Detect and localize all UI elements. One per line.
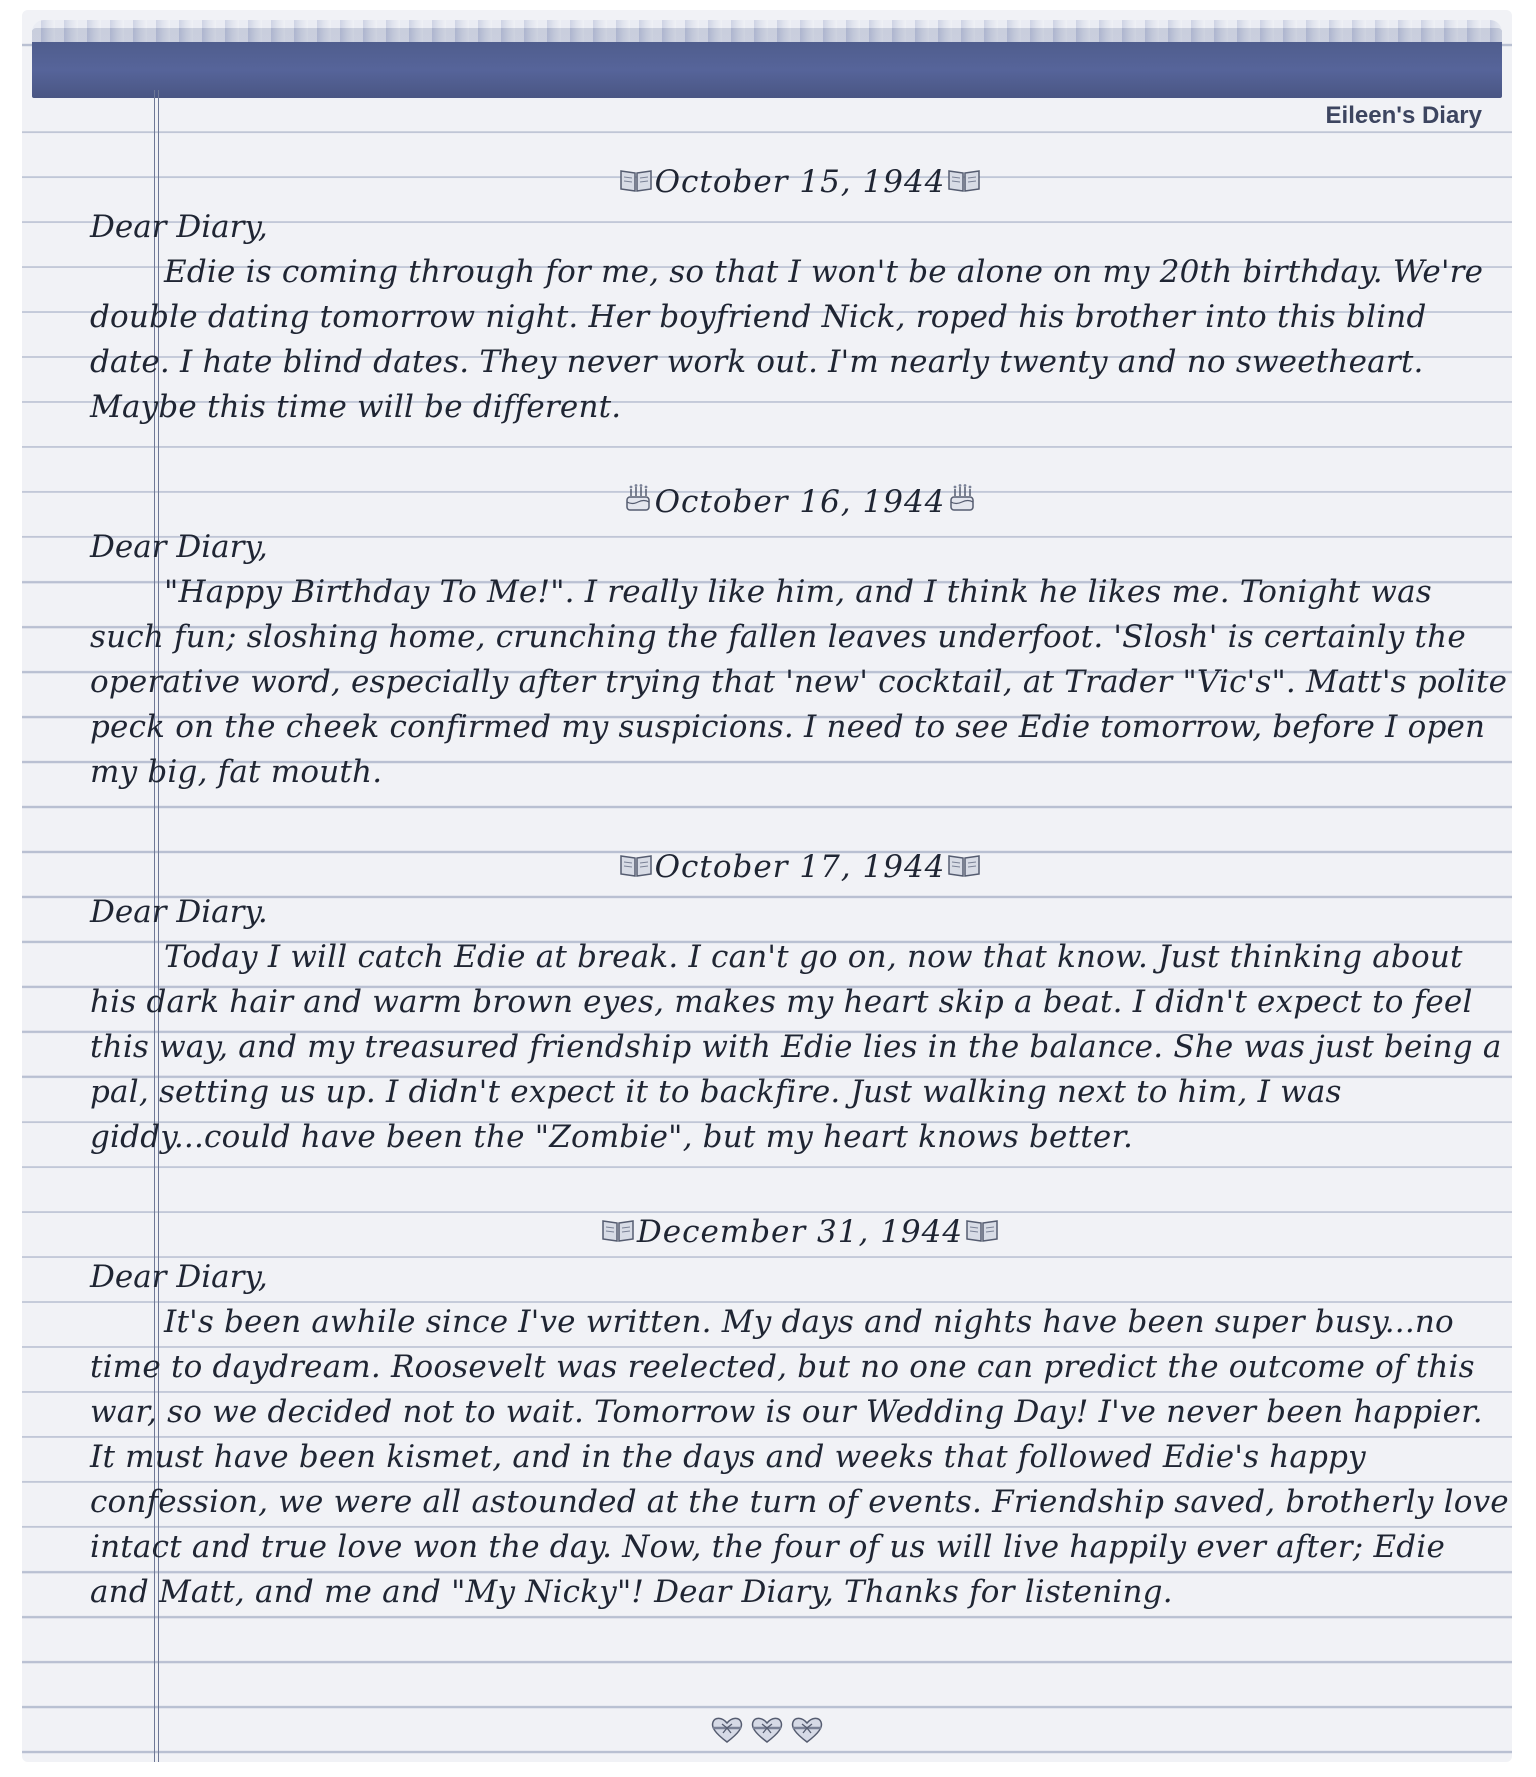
entry-salutation: Dear Diary, [90,1259,268,1295]
entry-date: October 17, 1944 [654,849,946,885]
entry-spacer [90,1160,1510,1210]
entry-body: It's been awhile since I've written. My days and nights have been super busy...no time to daydream. Roosevelt was reelected, but no one can predict the outcome of this war, so we decided not to wait. Tomorrow is our Wedding Day! I've never been happier. It must have been kismet, and in the days and weeks that followed Edie's happy confession, we were all astounded at the turn of events. Friendship saved, brotherly love intact and true love won the day. Now, the four of us will live happily ever after; Edie and Matt, and me and "My Nicky"! Dear Diary, Thanks for listening. [90,1304,1509,1610]
torn-paper-edge [32,20,1502,42]
book-icon [947,161,981,206]
entry-spacer [90,430,1510,480]
entry-date: December 31, 1944 [636,1214,964,1250]
diary-entry [90,845,1510,1160]
entry-date: October 15, 1944 [654,164,946,200]
entry-body: "Happy Birthday To Me!". I really like him, and I think he likes me. Tonight was such fun; sloshing home, crunching the fallen leaves underfoot. 'Slosh' is certainly the operative word, especially after trying that 'new' cocktail, at Trader "Vic's". Matt's polite peck on the cheek confirmed my suspicions. I need to see Edie tomorrow, before I open my big, fat mouth. [90,574,1508,790]
diary-entry [90,160,1510,430]
diary-entry [90,1210,1510,1615]
entry-salutation: Dear Diary, [90,209,268,245]
book-icon [619,161,653,206]
diary-title: Eileen's Diary [1325,102,1482,129]
entry-date-heading [90,1210,1510,1255]
diary-entries [90,160,1510,1615]
entry-body: Today I will catch Edie at break. I can't go on, now that know. Just thinking about his dark hair and warm brown eyes, makes my heart skip a beat. I didn't expect to feel this way, and my treasured friendship with Edie lies in the balance. She was just being a pal, setting us up. I didn't expect it to backfire. Just walking next to him, I was giddy...could have been the "Zombie", but my heart knows better. [90,939,1502,1155]
entry-date: October 16, 1944 [654,484,946,520]
entry-salutation: Dear Diary. [90,894,268,930]
heart-ribbon-icon [749,1715,785,1750]
book-icon [965,1211,999,1256]
birthday-cake-icon [623,481,653,526]
book-icon [619,846,653,891]
entry-body: Edie is coming through for me, so that I won't be alone on my 20th birthday. We're double dating tomorrow night. Her boyfriend Nick, roped his brother into this blind date. I hate blind dates. They never work out. I'm nearly twenty and no sweetheart. Maybe this time will be different. [90,254,1484,425]
book-icon [947,846,981,891]
entry-spacer [90,795,1510,845]
diary-page [22,10,1512,1762]
entry-salutation: Dear Diary, [90,529,268,565]
diary-entry [90,480,1510,795]
birthday-cake-icon [947,481,977,526]
footer-hearts [22,1715,1512,1750]
entry-date-heading [90,845,1510,890]
book-icon [601,1211,635,1256]
heart-ribbon-icon [789,1715,825,1750]
entry-date-heading [90,480,1510,525]
heart-ribbon-icon [709,1715,745,1750]
entry-date-heading [90,160,1510,205]
